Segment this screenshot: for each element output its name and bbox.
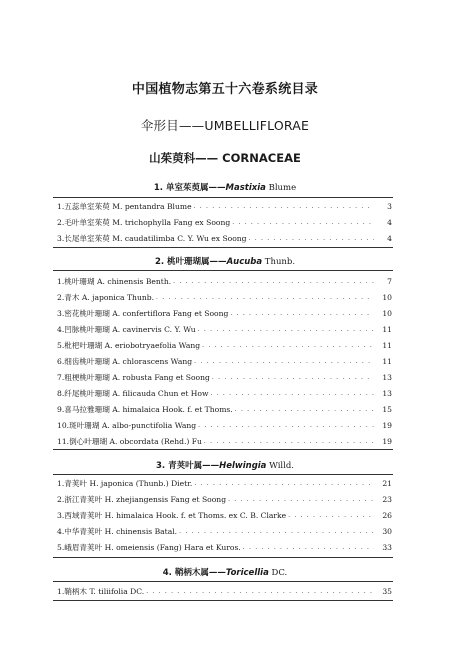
entry-name: 峨眉青荚叶 H. omeiensis (Fang) Hara et Kuros. xyxy=(64,542,241,552)
dot-leader xyxy=(156,294,374,301)
genus-heading-toricellia xyxy=(0,566,450,578)
entry-number: 1. xyxy=(57,586,65,596)
entry-page: 13 xyxy=(382,372,392,382)
genus-entries-box-mastixia xyxy=(53,197,393,248)
entry-name: 纤尾桃叶珊瑚 A. filicauda Chun et How xyxy=(64,388,209,398)
entry-number: 3. xyxy=(57,308,65,318)
entry-page: 13 xyxy=(382,388,392,398)
dot-leader xyxy=(230,310,374,317)
dot-leader xyxy=(194,480,374,487)
toc-entry[interactable] xyxy=(57,402,393,416)
genus-latin-label: Mastixia xyxy=(225,183,266,193)
entry-number: 1. xyxy=(57,276,65,286)
toc-entry[interactable] xyxy=(57,418,393,432)
entry-page: 10 xyxy=(382,292,392,302)
dot-leader xyxy=(235,406,374,413)
toc-entry[interactable] xyxy=(57,524,393,538)
entry-page: 19 xyxy=(382,436,392,446)
entry-name: 密花桃叶珊瑚 A. confertiflora Fang et Soong xyxy=(64,308,229,318)
genus-entries-box-aucuba xyxy=(53,270,393,450)
dot-leader xyxy=(288,512,374,519)
dot-leader xyxy=(179,528,374,535)
family-title: 山茱萸科—— CORNACEAE xyxy=(149,151,301,165)
dot-leader xyxy=(232,219,374,226)
entry-name: 毛叶单室茱萸 M. trichophylla Fang ex Soong xyxy=(64,217,231,227)
toc-entry[interactable] xyxy=(57,492,393,506)
order-title: 伞形目——UMBELLIFLORAE xyxy=(140,118,310,133)
entry-number: 4. xyxy=(57,526,65,536)
entry-page: 10 xyxy=(382,308,392,318)
toc-entry[interactable] xyxy=(57,584,393,598)
dot-leader xyxy=(198,326,374,333)
toc-entry[interactable] xyxy=(57,306,393,320)
genus-author: Willd. xyxy=(266,461,295,471)
entry-number: 7. xyxy=(57,372,65,382)
entry-name: 浙江青荚叶 H. zhejiangensis Fang et Soong xyxy=(64,494,227,504)
entry-name: 中华青荚叶 H. chinensis Batal. xyxy=(64,526,178,536)
entry-name: 鞘柄木 T. tiliifolia DC. xyxy=(64,586,145,596)
entry-page: 3 xyxy=(387,201,392,211)
toc-entry[interactable] xyxy=(57,274,393,288)
entry-number: 5. xyxy=(57,340,65,350)
entry-name: 粗梗桃叶珊瑚 A. robusta Fang et Soong xyxy=(64,372,210,382)
entry-name: 倒心叶珊瑚 A. obcordata (Rehd.) Fu xyxy=(69,436,202,446)
genus-entries-box-toricellia xyxy=(53,581,393,601)
dot-leader xyxy=(243,544,374,551)
entry-page: 7 xyxy=(387,276,392,286)
genus-heading-mastixia xyxy=(0,181,450,193)
toc-entry[interactable] xyxy=(57,540,393,554)
toc-entry[interactable] xyxy=(57,231,393,245)
toc-entry[interactable] xyxy=(57,508,393,522)
volume-title: 中国植物志第五十六卷系统目录 xyxy=(131,82,319,97)
dot-leader xyxy=(212,374,374,381)
entry-number: 2. xyxy=(57,494,65,504)
entry-name: 枇杷叶珊瑚 A. eriobotryaefolia Wang xyxy=(64,340,201,350)
entry-name: 喜马拉雅珊瑚 A. himalaica Hook. f. et Thoms. xyxy=(64,404,233,414)
dot-leader xyxy=(198,422,374,429)
entry-page: 11 xyxy=(382,356,392,366)
toc-entry[interactable] xyxy=(57,215,393,229)
dot-leader xyxy=(194,203,374,210)
toc-entry[interactable] xyxy=(57,386,393,400)
genus-heading-helwingia xyxy=(0,459,450,471)
entry-name: 桃叶珊瑚 A. chinensis Benth. xyxy=(64,276,172,286)
genus-entries-box-helwingia xyxy=(53,474,393,558)
genus-cn-label: 1. 单室茱萸属—— xyxy=(153,183,226,193)
genus-heading-aucuba xyxy=(0,255,450,267)
entry-page: 4 xyxy=(387,233,392,243)
entry-number: 11. xyxy=(57,436,70,446)
entry-number: 9. xyxy=(57,404,65,414)
entry-number: 8. xyxy=(57,388,65,398)
dot-leader xyxy=(146,588,374,595)
entry-name: 凹脉桃叶珊瑚 A. cavinervis C. Y. Wu xyxy=(64,324,196,334)
entry-number: 1. xyxy=(57,201,65,211)
entry-page: 19 xyxy=(382,420,392,430)
dot-leader xyxy=(204,438,374,445)
toc-entry[interactable] xyxy=(57,290,393,304)
toc-entry[interactable] xyxy=(57,199,393,213)
genus-cn-label: 3. 青荚叶属—— xyxy=(155,461,220,471)
dot-leader xyxy=(173,278,374,285)
genus-latin-label: Helwingia xyxy=(219,461,267,471)
genus-author: Thunb. xyxy=(262,257,296,267)
entry-page: 26 xyxy=(382,510,392,520)
entry-page: 23 xyxy=(382,494,392,504)
dot-leader xyxy=(228,496,374,503)
entry-page: 15 xyxy=(382,404,392,414)
genus-author: Blume xyxy=(265,183,297,193)
entry-number: 4. xyxy=(57,324,65,334)
entry-page: 33 xyxy=(382,542,392,552)
dot-leader xyxy=(194,358,374,365)
dot-leader xyxy=(202,342,374,349)
toc-entry[interactable] xyxy=(57,322,393,336)
entry-number: 3. xyxy=(57,510,65,520)
toc-entry[interactable] xyxy=(57,370,393,384)
entry-name: 斑叶珊瑚 A. albo-punctifolia Wang xyxy=(69,420,197,430)
entry-number: 2. xyxy=(57,292,65,302)
genus-author: DC. xyxy=(268,568,288,578)
genus-latin-label: Toricellia xyxy=(225,568,269,578)
entry-page: 21 xyxy=(382,478,392,488)
toc-entry[interactable] xyxy=(57,434,393,448)
toc-entry[interactable] xyxy=(57,476,393,490)
entry-name: 长尾单室茱萸 M. caudatilimba C. Y. Wu ex Soong xyxy=(64,233,247,243)
entry-number: 2. xyxy=(57,217,65,227)
entry-number: 3. xyxy=(57,233,65,243)
entry-page: 30 xyxy=(382,526,392,536)
entry-name: 西域青荚叶 H. himalaica Hook. f. et Thoms. ex C. B. Clarke xyxy=(64,510,287,520)
entry-number: 1. xyxy=(57,478,65,488)
toc-entry[interactable] xyxy=(57,354,393,368)
genus-latin-label: Aucuba xyxy=(226,257,263,267)
dot-leader xyxy=(210,390,374,397)
entry-page: 4 xyxy=(387,217,392,227)
entry-name: 细齿桃叶珊瑚 A. chlorascens Wang xyxy=(64,356,193,366)
entry-number: 5. xyxy=(57,542,65,552)
entry-number: 6. xyxy=(57,356,65,366)
entry-name: 五蕊单室茱萸 M. pentandra Blume xyxy=(64,201,192,211)
entry-number: 10. xyxy=(57,420,70,430)
genus-cn-label: 4. 鞘柄木属—— xyxy=(162,568,226,578)
entry-name: 青木 A. japonica Thunb. xyxy=(64,292,155,302)
toc-entry[interactable] xyxy=(57,338,393,352)
genus-cn-label: 2. 桃叶珊瑚属—— xyxy=(154,257,227,267)
entry-name: 青荚叶 H. japonica (Thunb.) Dietr. xyxy=(64,478,193,488)
dot-leader xyxy=(249,235,374,242)
entry-page: 11 xyxy=(382,324,392,334)
entry-page: 35 xyxy=(382,586,392,596)
entry-page: 11 xyxy=(382,340,392,350)
